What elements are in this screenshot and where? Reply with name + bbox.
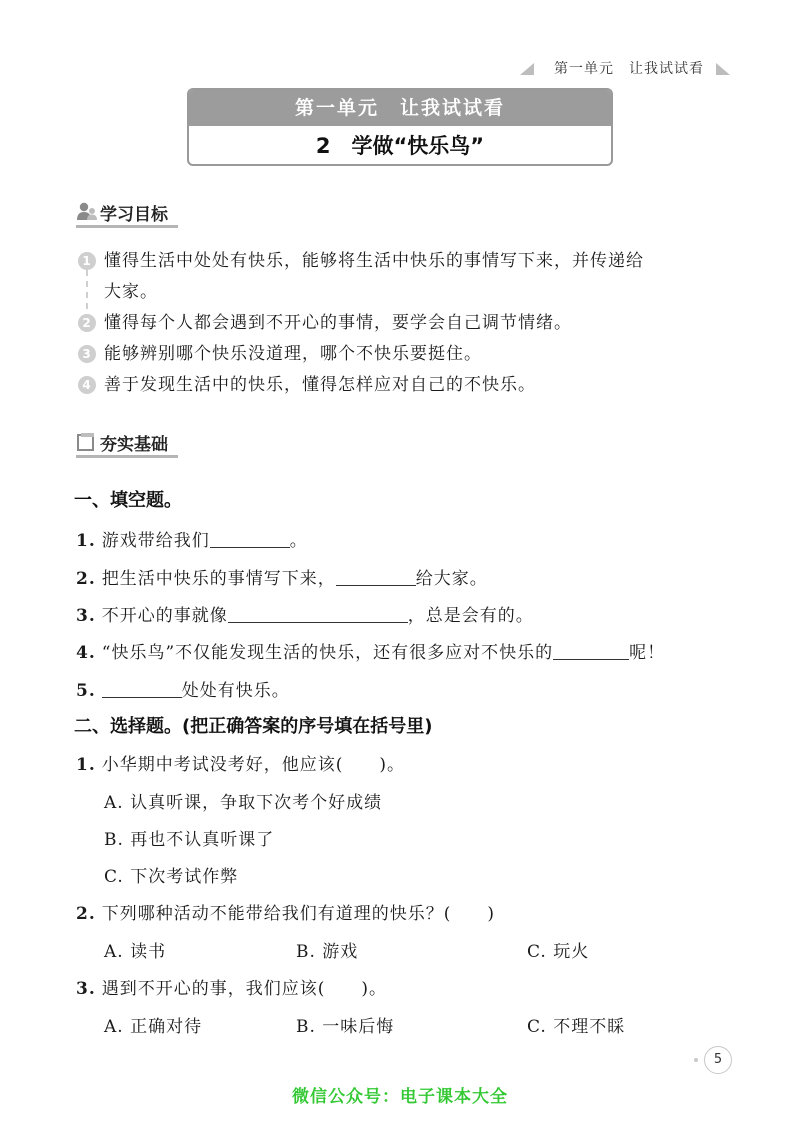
question-text-after: 呢！: [629, 643, 666, 663]
footer-watermark: 微信公众号：电子课本大全: [292, 1087, 508, 1107]
objective-number: 4: [78, 376, 96, 394]
objective-text: 善于发现生活中的快乐，懂得怎样应对自己的不快乐。: [104, 375, 536, 395]
choice-question-1: [76, 750, 405, 775]
objective-number: 2: [78, 314, 96, 332]
question-number: 1.: [76, 755, 96, 775]
choice-question-3: [76, 974, 387, 999]
page-number: 5: [704, 1046, 732, 1074]
question-number: 3.: [76, 979, 96, 999]
running-header: [520, 58, 730, 78]
question-number: 1.: [76, 531, 96, 551]
answer-blank[interactable]: [336, 568, 416, 586]
choice-option[interactable]: B. 再也不认真听课了: [104, 830, 275, 850]
choice-option[interactable]: C. 玩火: [527, 942, 590, 962]
choice-question-2: [76, 899, 495, 924]
fill-blank-question-1: [76, 526, 308, 551]
choice-option[interactable]: A. 读书: [104, 942, 167, 962]
person-icon: [76, 202, 98, 222]
choice-option[interactable]: C. 不理不睬: [527, 1017, 626, 1037]
fill-blank-question-2: [76, 564, 488, 589]
question-text-after: 给大家。: [415, 569, 488, 589]
question-text: 遇到不开心的事，我们应该( )。: [101, 979, 388, 999]
question-text-after: 。: [289, 531, 308, 551]
fill-blank-question-5: [76, 676, 290, 701]
objective-text: 能够辨别哪个快乐没道理，哪个不快乐要挺住。: [104, 344, 482, 364]
objective-text: 懂得每个人都会遇到不开心的事情，要学会自己调节情绪。: [104, 313, 572, 333]
objective-item: [78, 246, 728, 308]
unit-title: 第一单元 让我试试看: [189, 90, 611, 126]
basics-section-label: 夯实基础: [100, 435, 168, 455]
question-text-after: 处处有快乐。: [181, 681, 290, 701]
book-icon: [76, 432, 96, 452]
question-text: “快乐鸟”不仅能发现生活的快乐，还有很多应对不快乐的: [101, 643, 554, 663]
choice-option[interactable]: C. 下次考试作弊: [104, 867, 239, 887]
basics-section-header: [76, 428, 196, 458]
answer-blank[interactable]: [102, 680, 182, 698]
question-number: 2.: [76, 904, 96, 924]
header-left-triangle: [520, 63, 534, 75]
answer-blank[interactable]: [210, 530, 290, 548]
section-underline: [76, 455, 178, 458]
choice-option[interactable]: B. 一味后悔: [296, 1017, 395, 1037]
objectives-list: [78, 246, 728, 401]
lesson-title: 2 学做“快乐鸟”: [315, 134, 485, 158]
choice-option[interactable]: A. 认真听课，争取下次考个好成绩: [104, 793, 383, 813]
question-text-after: ，总是会有的。: [407, 606, 534, 626]
objective-item: [78, 308, 728, 339]
answer-blank[interactable]: [553, 642, 629, 660]
question-number: 3.: [76, 606, 96, 626]
question-number: 4.: [76, 643, 96, 663]
question-number: 2.: [76, 569, 96, 589]
choice-heading: 二、选择题。(把正确答案的序号填在括号里): [74, 716, 433, 737]
question-text: 不开心的事就像: [101, 606, 228, 626]
question-text: 把生活中快乐的事情写下来，: [101, 569, 336, 589]
fill-blank-heading: 一、填空题。: [74, 490, 182, 511]
question-text: 游戏带给我们: [101, 531, 210, 551]
page-number-decoration: [694, 1058, 698, 1062]
section-underline: [76, 225, 178, 228]
objective-number: 1: [78, 252, 96, 270]
fill-blank-question-3: [76, 601, 534, 626]
objective-text-continued: 大家。: [104, 282, 158, 302]
objectives-section-label: 学习目标: [100, 205, 168, 225]
objectives-section-header: [76, 198, 196, 228]
question-number: 5.: [76, 681, 96, 701]
objective-text: 懂得生活中处处有快乐，能够将生活中快乐的事情写下来，并传递给: [104, 251, 644, 271]
answer-blank[interactable]: [228, 605, 408, 623]
question-text: 下列哪种活动不能带给我们有道理的快乐？( ): [101, 904, 496, 924]
objective-number: 3: [78, 345, 96, 363]
choice-option[interactable]: A. 正确对待: [104, 1017, 203, 1037]
objective-item: [78, 370, 728, 401]
objective-item: [78, 339, 728, 370]
fill-blank-question-4: [76, 638, 665, 663]
header-right-triangle: [716, 63, 730, 75]
running-header-text: 第一单元 让我试试看: [554, 61, 704, 77]
lesson-title-box: [187, 88, 613, 166]
question-text: 小华期中考试没考好，他应该( )。: [101, 755, 406, 775]
choice-option[interactable]: B. 游戏: [296, 942, 359, 962]
